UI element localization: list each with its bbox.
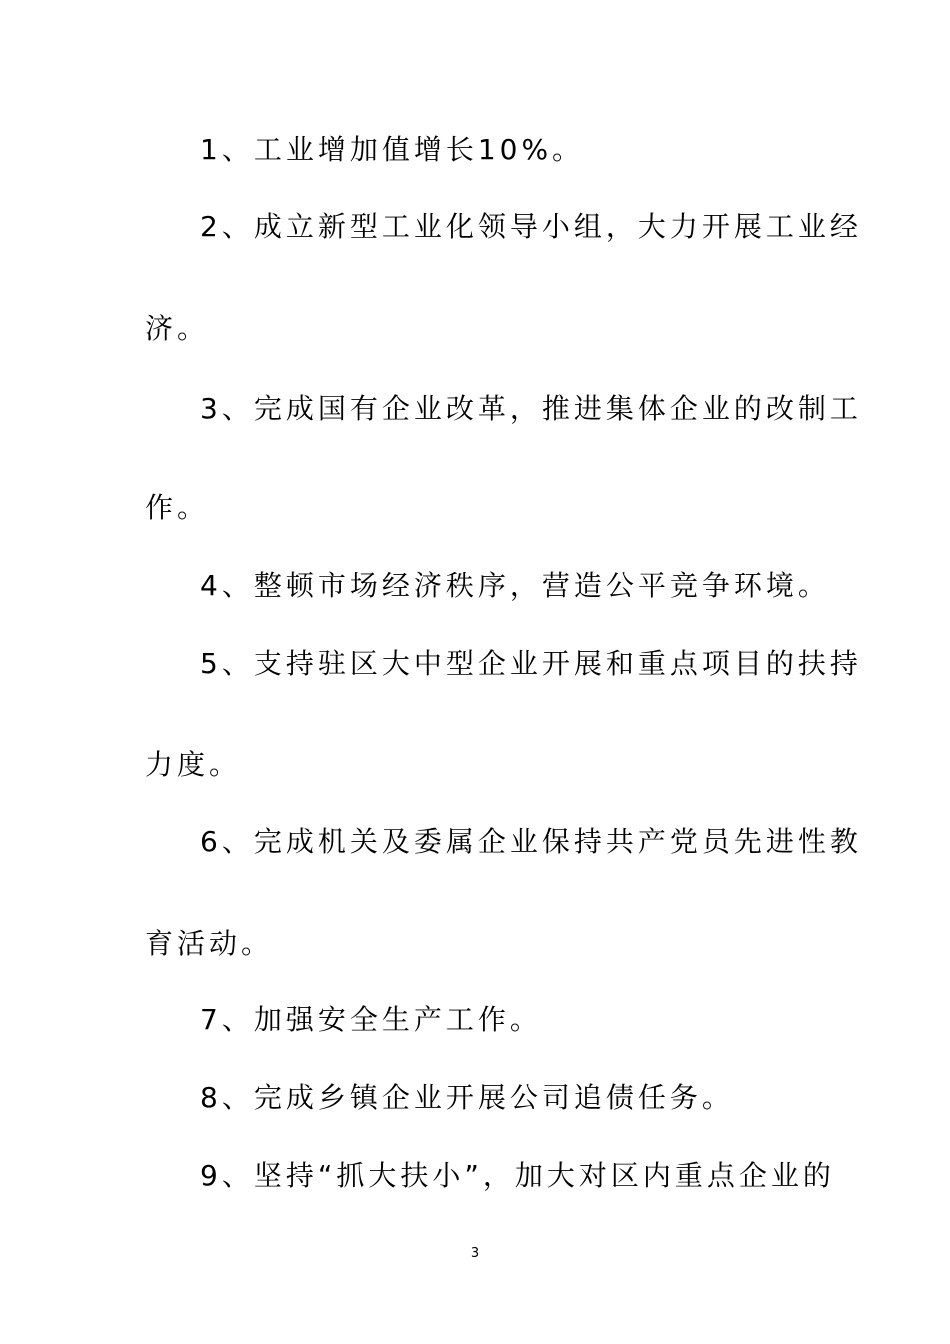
list-item-9: 9、坚持“抓大扶小”，加大对区内重点企业的 — [200, 1159, 835, 1192]
list-item-3-continuation: 作。 — [145, 491, 210, 524]
page-number: 3 — [470, 1246, 480, 1261]
list-item-3: 3、完成国有企业改革，推进集体企业的改制工 — [200, 392, 862, 425]
list-item-4: 4、整顿市场经济秩序，营造公平竞争环境。 — [200, 569, 830, 602]
list-item-6-continuation: 育活动。 — [145, 927, 274, 960]
list-item-2: 2、成立新型工业化领导小组，大力开展工业经 — [200, 210, 862, 243]
list-item-5: 5、支持驻区大中型企业开展和重点项目的扶持 — [200, 647, 862, 680]
list-item-2-continuation: 济。 — [145, 312, 210, 345]
list-item-6: 6、完成机关及委属企业保持共产党员先进性教 — [200, 825, 862, 858]
list-item-7: 7、加强安全生产工作。 — [200, 1003, 542, 1036]
list-item-5-continuation: 力度。 — [145, 748, 242, 781]
list-item-8: 8、完成乡镇企业开展公司追债任务。 — [200, 1081, 734, 1114]
list-item-1: 1、工业增加值增长10%。 — [200, 133, 585, 166]
